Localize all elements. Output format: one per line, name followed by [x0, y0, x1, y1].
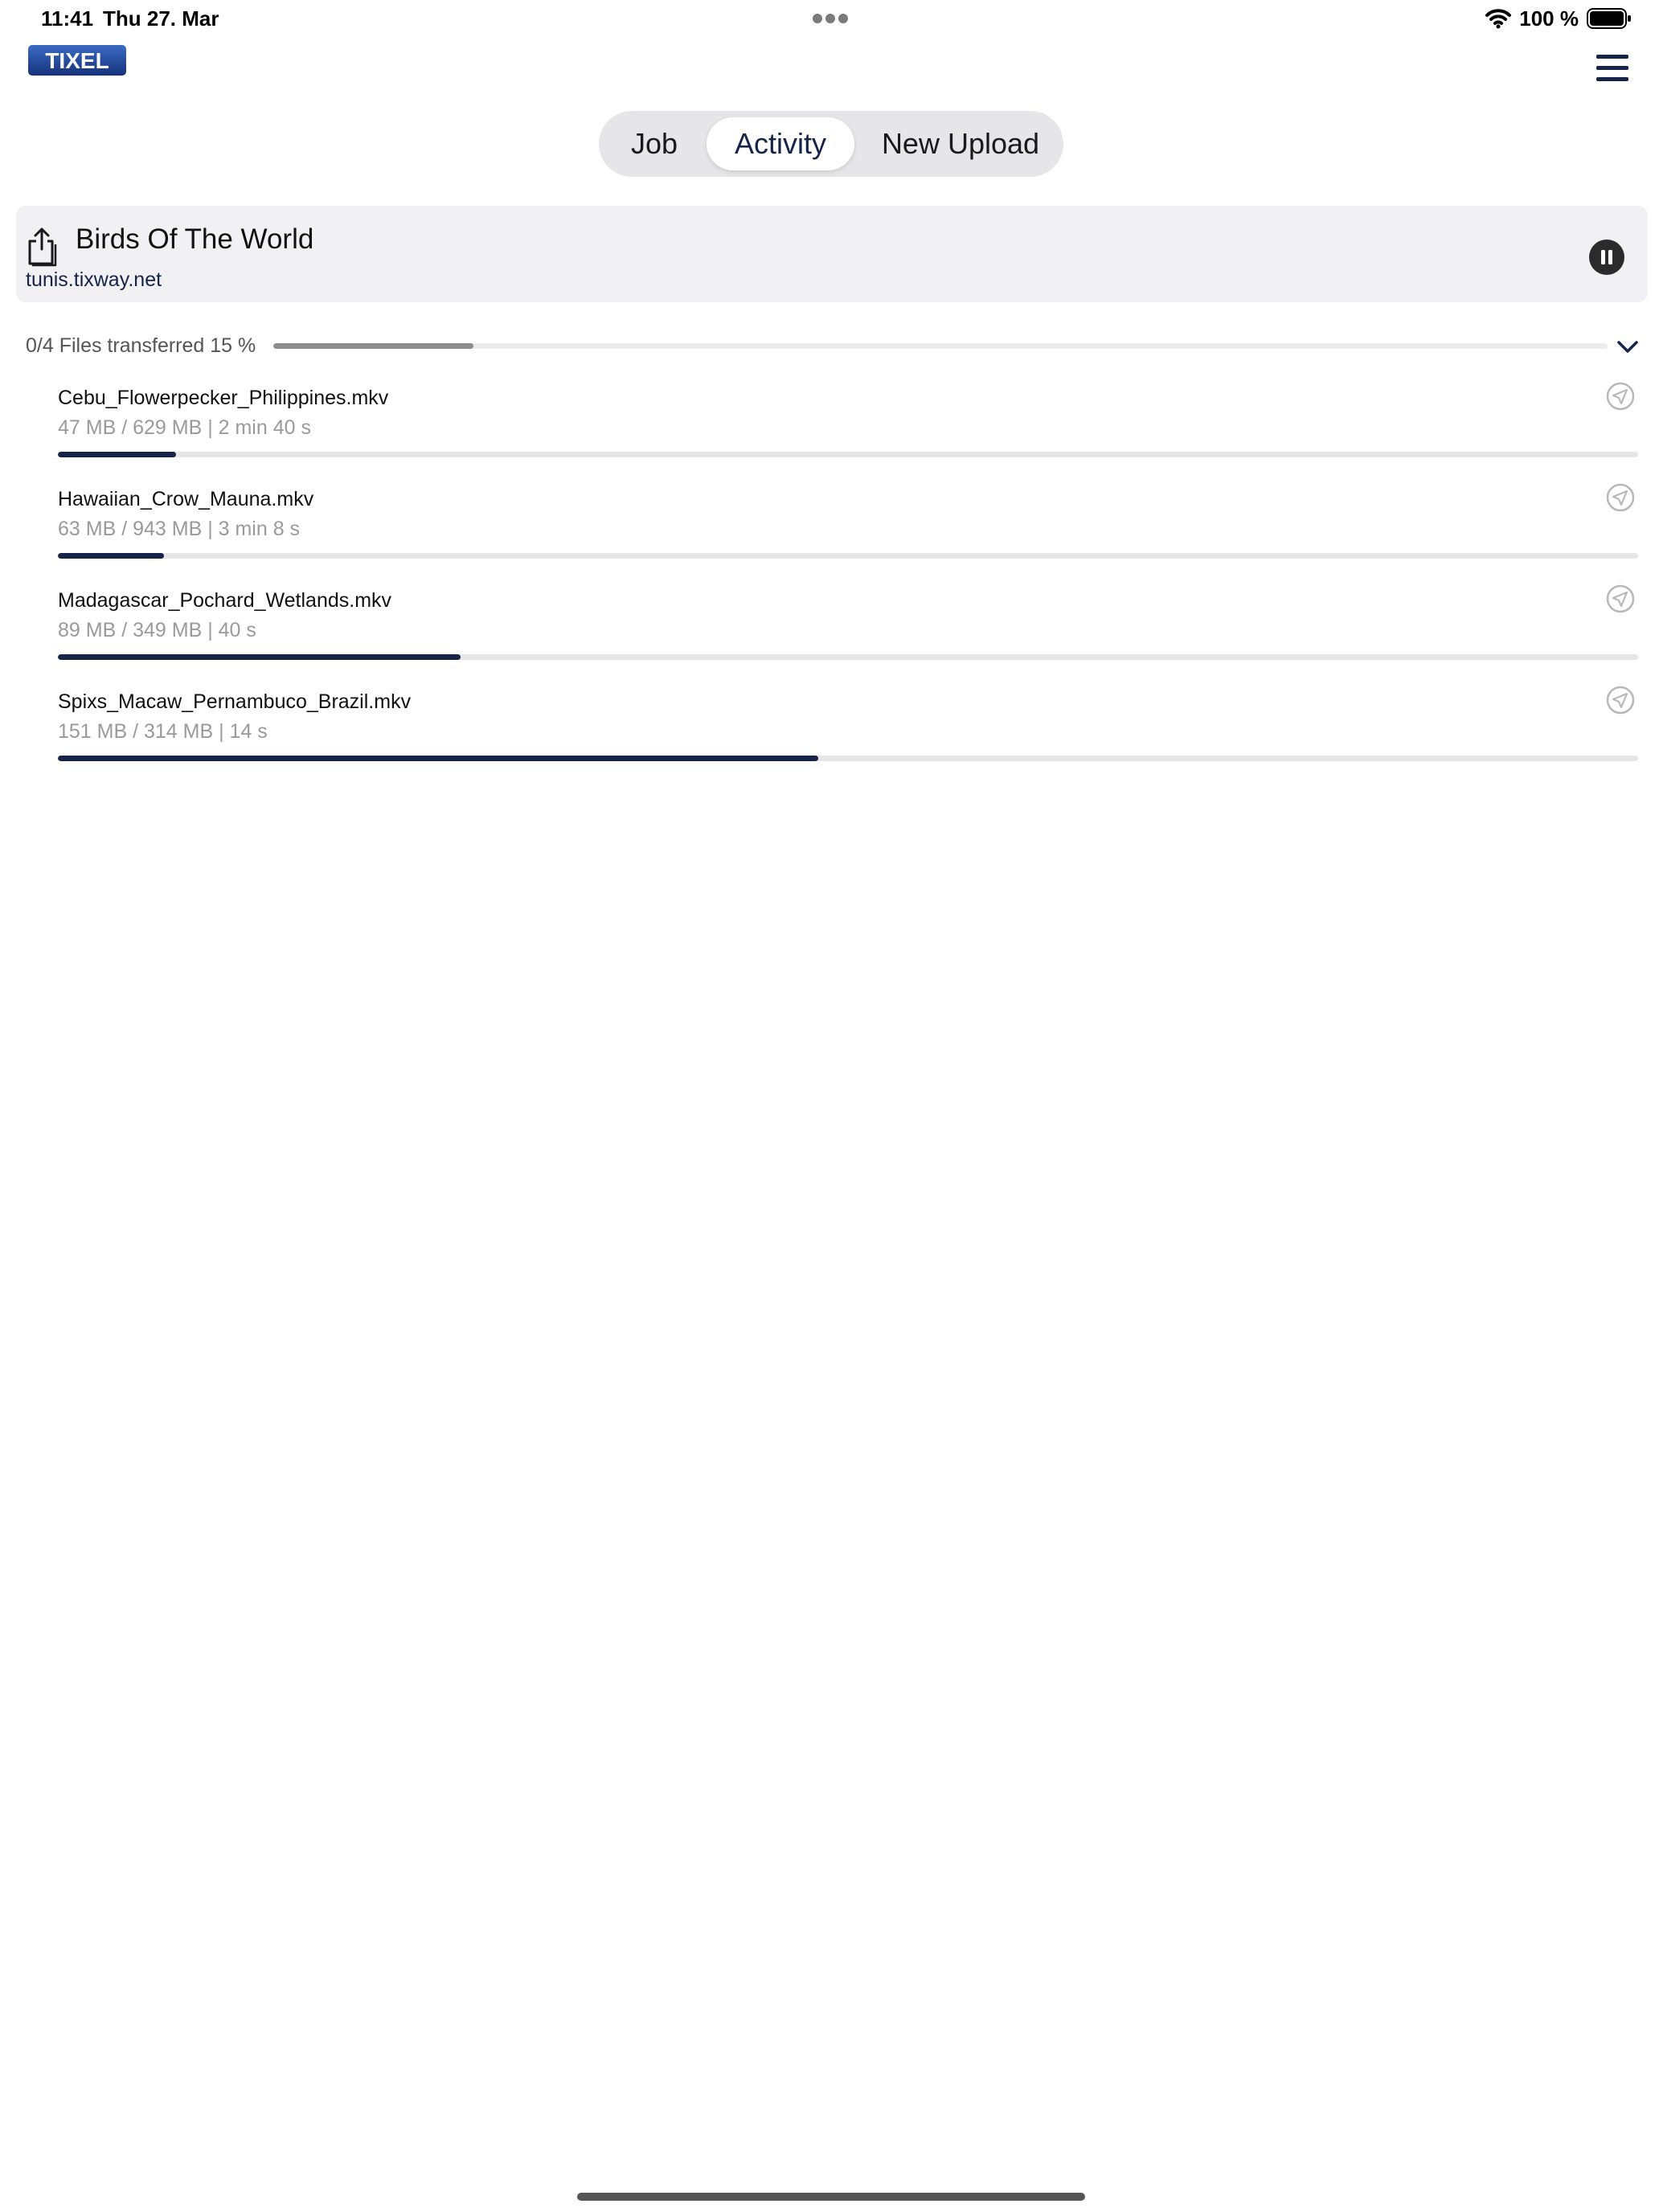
overall-progress-fill [273, 343, 473, 349]
view-tabs [599, 111, 1063, 177]
file-progress-fill [58, 452, 176, 457]
file-meta: 89 MB / 349 MB | 40 s [58, 619, 256, 641]
file-name: Cebu_Flowerpecker_Philippines.mkv [58, 387, 389, 409]
job-server: tunis.tixway.net [26, 268, 162, 291]
status-date: Thu 27. Mar [103, 6, 219, 31]
file-progress-bar [58, 654, 1638, 660]
transfer-summary: 0/4 Files transferred 15 % [26, 334, 256, 357]
battery-percentage: 100 % [1519, 6, 1579, 31]
job-card[interactable] [16, 206, 1648, 302]
file-progress-bar [58, 452, 1638, 457]
file-name: Madagascar_Pochard_Wetlands.mkv [58, 589, 392, 612]
status-bar [0, 0, 1659, 40]
chevron-down-icon[interactable] [1616, 334, 1640, 358]
overall-progress-bar [273, 343, 1608, 349]
file-row[interactable] [58, 488, 1638, 589]
file-progress-fill [58, 654, 461, 660]
send-icon[interactable] [1606, 584, 1635, 613]
pause-icon[interactable] [1589, 240, 1624, 275]
wifi-icon [1485, 8, 1511, 29]
status-time: 11:41 [41, 6, 94, 31]
send-icon[interactable] [1606, 382, 1635, 411]
file-row[interactable] [58, 690, 1638, 792]
file-row[interactable] [58, 387, 1638, 488]
tab-new-upload[interactable]: New Upload [881, 127, 1040, 160]
file-progress-bar [58, 553, 1638, 559]
job-title: Birds Of The World [76, 223, 314, 255]
file-progress-bar [58, 756, 1638, 761]
tab-activity[interactable]: Activity [707, 117, 854, 170]
multitask-dots-icon[interactable] [812, 13, 849, 24]
file-name: Hawaiian_Crow_Mauna.mkv [58, 488, 314, 510]
status-indicators [1485, 5, 1632, 32]
logo-text: TIXEL [45, 48, 109, 73]
file-progress-fill [58, 756, 818, 761]
file-row[interactable] [58, 589, 1638, 690]
hamburger-menu-icon[interactable] [1595, 53, 1630, 84]
file-meta: 151 MB / 314 MB | 14 s [58, 720, 268, 743]
file-name: Spixs_Macaw_Pernambuco_Brazil.mkv [58, 690, 412, 713]
file-progress-fill [58, 553, 164, 559]
file-meta: 47 MB / 629 MB | 2 min 40 s [58, 416, 311, 439]
send-icon[interactable] [1606, 483, 1635, 512]
battery-icon [1587, 8, 1632, 29]
upload-share-icon [26, 227, 58, 267]
file-meta: 63 MB / 943 MB | 3 min 8 s [58, 518, 301, 540]
tab-job[interactable]: Job [630, 127, 678, 160]
send-icon[interactable] [1606, 686, 1635, 715]
tixel-logo [28, 45, 126, 79]
home-indicator[interactable] [577, 2193, 1085, 2201]
